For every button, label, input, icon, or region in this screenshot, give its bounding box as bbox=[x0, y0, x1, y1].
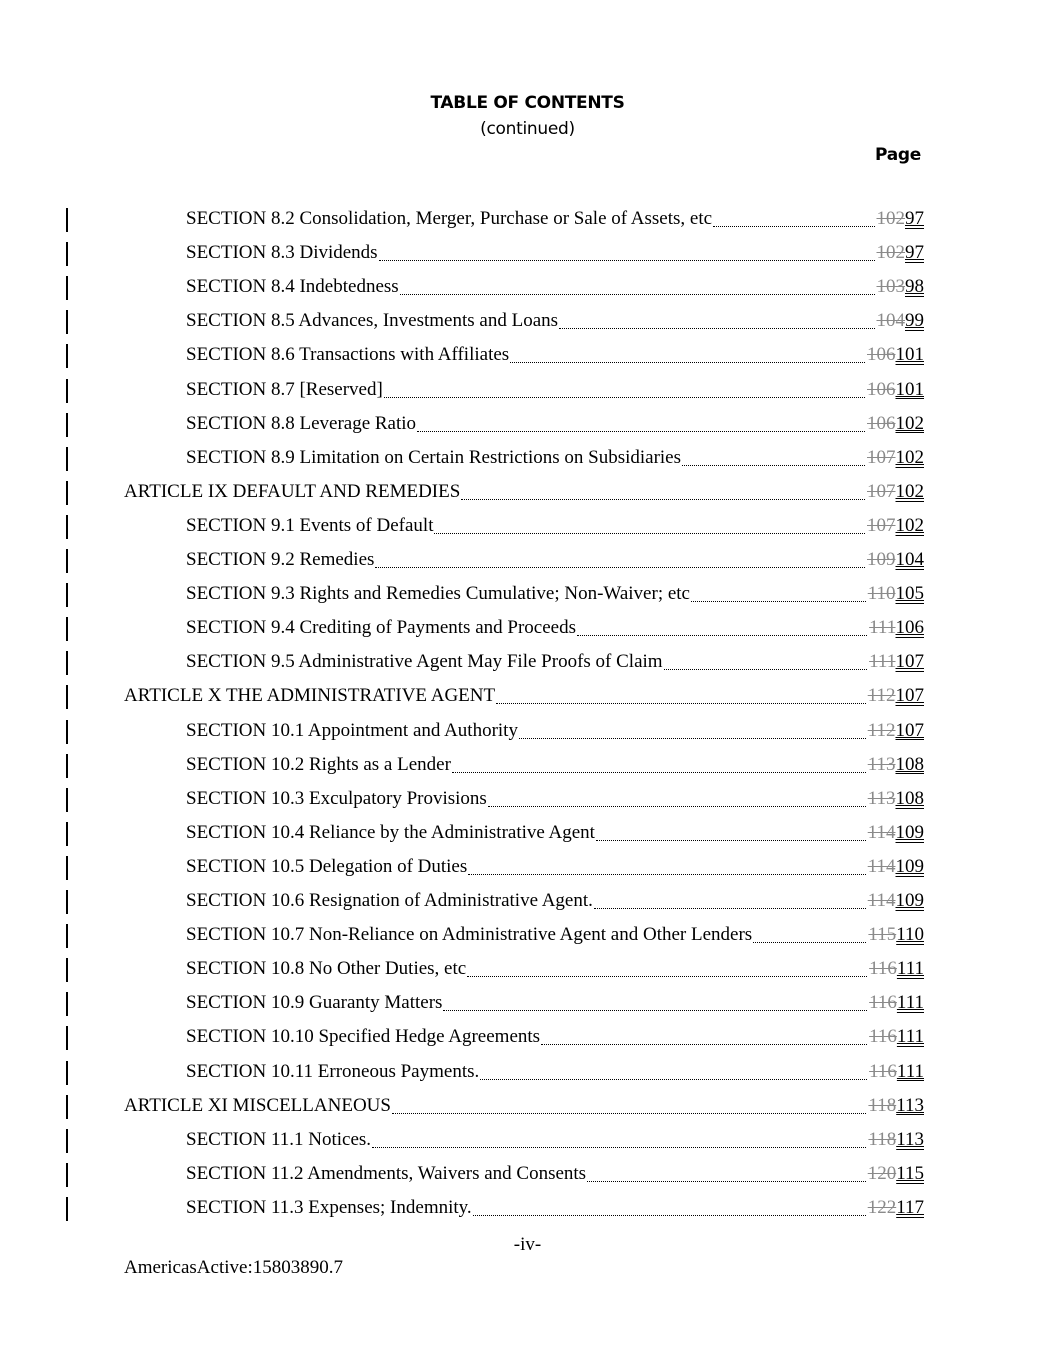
toc-section-entry[interactable] bbox=[0, 207, 1055, 241]
deleted-page-number: 104 bbox=[876, 310, 905, 332]
toc-page-numbers bbox=[868, 923, 924, 947]
dot-leader bbox=[384, 397, 865, 398]
deleted-page-number: 107 bbox=[867, 480, 896, 502]
toc-entry-title: SECTION 10.11 Erroneous Payments. bbox=[186, 1060, 480, 1082]
toc-entry-title: SECTION 10.7 Non-Reliance on Administrative Agent and Other Lenders bbox=[186, 924, 753, 946]
revision-change-bar bbox=[66, 958, 68, 982]
revision-change-bar bbox=[66, 856, 68, 880]
toc-entry-title: SECTION 8.4 Indebtedness bbox=[186, 276, 399, 298]
deleted-page-number: 116 bbox=[869, 992, 897, 1014]
dot-leader bbox=[496, 703, 866, 704]
toc-section-entry[interactable] bbox=[0, 855, 1055, 889]
toc-page-numbers bbox=[869, 650, 924, 674]
deleted-page-number: 116 bbox=[869, 1060, 897, 1082]
inserted-page-number: 109 bbox=[895, 855, 924, 877]
inserted-page-number: 106 bbox=[895, 617, 924, 639]
toc-entry-title: SECTION 8.3 Dividends bbox=[186, 242, 378, 264]
inserted-page-number: 102 bbox=[895, 446, 924, 468]
inserted-page-number: 101 bbox=[895, 378, 924, 400]
dot-leader bbox=[577, 635, 867, 636]
dot-leader bbox=[664, 669, 867, 670]
inserted-page-number: 113 bbox=[896, 1094, 924, 1116]
toc-page-numbers bbox=[868, 821, 924, 845]
dot-leader bbox=[473, 1215, 866, 1216]
toc-section-entry[interactable] bbox=[0, 582, 1055, 616]
deleted-page-number: 116 bbox=[869, 1026, 897, 1048]
dot-leader bbox=[443, 1010, 867, 1011]
deleted-page-number: 107 bbox=[867, 514, 896, 536]
inserted-page-number: 97 bbox=[905, 242, 924, 264]
inserted-page-number: 104 bbox=[895, 549, 924, 570]
deleted-page-number: 115 bbox=[868, 924, 897, 946]
deleted-page-number: 111 bbox=[869, 651, 896, 673]
revision-change-bar bbox=[66, 1061, 68, 1085]
revision-change-bar bbox=[66, 549, 68, 573]
toc-page-numbers bbox=[867, 446, 924, 470]
deleted-page-number: 107 bbox=[867, 446, 896, 468]
dot-leader bbox=[753, 942, 866, 943]
toc-section-entry[interactable] bbox=[0, 719, 1055, 753]
toc-entry-title: SECTION 9.5 Administrative Agent May File Proofs of Claim bbox=[186, 651, 663, 673]
toc-page-numbers bbox=[869, 1025, 924, 1049]
dot-leader bbox=[713, 226, 875, 227]
revision-change-bar bbox=[66, 720, 68, 744]
toc-section-entry[interactable] bbox=[0, 548, 1055, 582]
inserted-page-number: 107 bbox=[895, 685, 924, 707]
revision-change-bar bbox=[66, 651, 68, 675]
revision-change-bar bbox=[66, 310, 68, 334]
inserted-page-number: 102 bbox=[895, 514, 924, 536]
deleted-page-number: 114 bbox=[867, 821, 896, 843]
toc-entry-title: SECTION 10.6 Resignation of Administrative Agent. bbox=[186, 890, 593, 911]
toc-entry-title: SECTION 11.2 Amendments, Waivers and Consents bbox=[186, 1162, 587, 1184]
dot-leader bbox=[468, 874, 866, 875]
inserted-page-number: 113 bbox=[896, 1128, 924, 1150]
dot-leader bbox=[461, 499, 865, 500]
inserted-page-number: 111 bbox=[896, 1060, 924, 1082]
toc-section-entry[interactable] bbox=[0, 957, 1055, 991]
revision-change-bar bbox=[66, 344, 68, 368]
deleted-page-number: 106 bbox=[867, 412, 896, 434]
deleted-page-number: 102 bbox=[876, 208, 905, 229]
deleted-page-number: 111 bbox=[869, 617, 896, 639]
toc-title: TABLE OF CONTENTS bbox=[430, 93, 625, 113]
toc-entry-title: SECTION 9.2 Remedies bbox=[186, 549, 375, 570]
toc-page-numbers bbox=[867, 378, 924, 402]
toc-page-numbers bbox=[869, 616, 924, 640]
toc-entry-title: SECTION 10.2 Rights as a Lender bbox=[186, 753, 451, 775]
toc-entry-title: SECTION 9.4 Crediting of Payments and Proceeds bbox=[186, 617, 576, 639]
toc-article-entry[interactable] bbox=[0, 684, 1055, 718]
revision-change-bar bbox=[66, 788, 68, 812]
deleted-page-number: 112 bbox=[867, 685, 896, 707]
dot-leader bbox=[594, 908, 866, 909]
toc-section-entry[interactable] bbox=[0, 991, 1055, 1025]
inserted-page-number: 108 bbox=[895, 787, 924, 809]
inserted-page-number: 97 bbox=[905, 208, 924, 229]
deleted-page-number: 122 bbox=[867, 1196, 897, 1218]
deleted-page-number: 102 bbox=[876, 242, 905, 264]
toc-entry-title: SECTION 9.3 Rights and Remedies Cumulative; Non-Waiver; etc bbox=[186, 583, 690, 605]
toc-section-entry[interactable] bbox=[0, 889, 1055, 923]
revision-change-bar bbox=[66, 617, 68, 641]
inserted-page-number: 101 bbox=[895, 344, 924, 366]
toc-entry-title: SECTION 10.9 Guaranty Matters bbox=[186, 992, 443, 1014]
toc-section-entry[interactable] bbox=[0, 650, 1055, 684]
toc-entry-title: ARTICLE X THE ADMINISTRATIVE AGENT bbox=[124, 685, 496, 707]
toc-page-numbers bbox=[868, 855, 924, 879]
toc-entry-title: SECTION 9.1 Events of Default bbox=[186, 514, 434, 536]
dot-leader bbox=[392, 1113, 866, 1114]
toc-entry-title: SECTION 8.2 Consolidation, Merger, Purchase or Sale of Assets, etc bbox=[186, 208, 713, 229]
dot-leader bbox=[691, 601, 866, 602]
dot-leader bbox=[488, 806, 866, 807]
toc-page-numbers bbox=[867, 548, 924, 572]
deleted-page-number: 113 bbox=[867, 787, 896, 809]
toc-entry-title: SECTION 10.5 Delegation of Duties bbox=[186, 855, 468, 877]
toc-section-entry[interactable] bbox=[0, 241, 1055, 275]
inserted-page-number: 111 bbox=[896, 958, 924, 980]
toc-subtitle: (continued) bbox=[480, 119, 575, 139]
deleted-page-number: 103 bbox=[876, 276, 905, 298]
toc-article-entry[interactable] bbox=[0, 1094, 1055, 1128]
revision-change-bar bbox=[66, 1197, 68, 1221]
toc-entry-title: SECTION 8.5 Advances, Investments and Loans bbox=[186, 310, 559, 332]
inserted-page-number: 102 bbox=[895, 480, 924, 502]
revision-change-bar bbox=[66, 583, 68, 607]
dot-leader bbox=[434, 533, 865, 534]
toc-section-entry[interactable] bbox=[0, 446, 1055, 480]
toc-entry-title: SECTION 10.1 Appointment and Authority bbox=[186, 719, 518, 741]
toc-page-numbers bbox=[877, 309, 925, 333]
deleted-page-number: 116 bbox=[869, 958, 897, 980]
toc-section-entry[interactable] bbox=[0, 616, 1055, 650]
toc-section-entry[interactable] bbox=[0, 1060, 1055, 1094]
revision-change-bar bbox=[66, 1095, 68, 1119]
revision-change-bar bbox=[66, 481, 68, 505]
toc-section-entry[interactable] bbox=[0, 378, 1055, 412]
dot-leader bbox=[541, 1044, 867, 1045]
toc-section-entry[interactable] bbox=[0, 1162, 1055, 1196]
inserted-page-number: 111 bbox=[896, 1026, 924, 1048]
revision-change-bar bbox=[66, 208, 68, 232]
document-id: AmericasActive:15803890.7 bbox=[124, 1257, 343, 1278]
toc-page-numbers bbox=[877, 241, 925, 265]
toc-page-numbers bbox=[867, 343, 924, 367]
toc-section-entry[interactable] bbox=[0, 1196, 1055, 1230]
deleted-page-number: 109 bbox=[867, 549, 896, 570]
dot-leader bbox=[519, 738, 866, 739]
dot-leader bbox=[379, 260, 875, 261]
deleted-page-number: 106 bbox=[867, 344, 896, 366]
dot-leader bbox=[596, 840, 866, 841]
revision-change-bar bbox=[66, 754, 68, 778]
revision-change-bar bbox=[66, 822, 68, 846]
revision-change-bar bbox=[66, 515, 68, 539]
toc-page-numbers bbox=[877, 275, 925, 299]
inserted-page-number: 108 bbox=[895, 753, 924, 775]
inserted-page-number: 105 bbox=[895, 583, 924, 605]
dot-leader bbox=[400, 294, 875, 295]
toc-page-numbers bbox=[868, 684, 924, 708]
revision-change-bar bbox=[66, 379, 68, 403]
page-number: -iv- bbox=[513, 1234, 542, 1255]
toc-page-numbers bbox=[868, 1196, 924, 1220]
toc-page-numbers bbox=[867, 514, 924, 538]
inserted-page-number: 98 bbox=[905, 276, 924, 298]
dot-leader bbox=[372, 1147, 866, 1148]
toc-entry-title: SECTION 10.8 No Other Duties, etc bbox=[186, 958, 467, 980]
toc-article-entry[interactable] bbox=[0, 480, 1055, 514]
toc-section-entry[interactable] bbox=[0, 923, 1055, 957]
inserted-page-number: 117 bbox=[896, 1196, 924, 1218]
inserted-page-number: 109 bbox=[895, 821, 924, 843]
toc-section-entry[interactable] bbox=[0, 412, 1055, 446]
dot-leader bbox=[480, 1079, 867, 1080]
toc-page-numbers bbox=[867, 412, 924, 436]
toc-section-entry[interactable] bbox=[0, 1128, 1055, 1162]
dot-leader bbox=[682, 465, 865, 466]
toc-entry-title: SECTION 8.6 Transactions with Affiliates bbox=[186, 344, 510, 366]
toc-page-numbers bbox=[868, 719, 924, 743]
toc-page-numbers bbox=[868, 753, 924, 777]
revision-change-bar bbox=[66, 1163, 68, 1187]
inserted-page-number: 111 bbox=[896, 992, 924, 1014]
toc-page-numbers bbox=[869, 957, 924, 981]
toc-section-entry[interactable] bbox=[0, 309, 1055, 343]
revision-change-bar bbox=[66, 447, 68, 471]
revision-change-bar bbox=[66, 1026, 68, 1050]
inserted-page-number: 99 bbox=[905, 310, 924, 332]
toc-section-entry[interactable] bbox=[0, 787, 1055, 821]
toc-entry-title: SECTION 8.7 [Reserved] bbox=[186, 378, 383, 400]
toc-entry-title: ARTICLE XI MISCELLANEOUS bbox=[124, 1094, 391, 1116]
toc-section-entry[interactable] bbox=[0, 514, 1055, 548]
dot-leader bbox=[452, 772, 866, 773]
deleted-page-number: 106 bbox=[867, 378, 896, 400]
inserted-page-number: 107 bbox=[895, 651, 924, 673]
deleted-page-number: 113 bbox=[867, 753, 896, 775]
dot-leader bbox=[510, 362, 865, 363]
inserted-page-number: 107 bbox=[895, 719, 924, 741]
toc-entry-title: SECTION 10.4 Reliance by the Administrative Agent bbox=[186, 821, 595, 843]
deleted-page-number: 118 bbox=[868, 1094, 897, 1116]
deleted-page-number: 118 bbox=[868, 1128, 897, 1150]
inserted-page-number: 110 bbox=[896, 924, 924, 946]
deleted-page-number: 112 bbox=[867, 719, 896, 741]
dot-leader bbox=[467, 976, 867, 977]
deleted-page-number: 110 bbox=[867, 583, 896, 605]
revision-change-bar bbox=[66, 1129, 68, 1153]
toc-page-numbers bbox=[869, 1060, 924, 1084]
inserted-page-number: 115 bbox=[896, 1162, 924, 1184]
dot-leader bbox=[375, 567, 865, 568]
revision-change-bar bbox=[66, 413, 68, 437]
revision-change-bar bbox=[66, 242, 68, 266]
deleted-page-number: 114 bbox=[867, 855, 896, 877]
toc-section-entry[interactable] bbox=[0, 821, 1055, 855]
inserted-page-number: 109 bbox=[895, 890, 924, 911]
dot-leader bbox=[417, 431, 865, 432]
revision-change-bar bbox=[66, 890, 68, 914]
toc-section-entry[interactable] bbox=[0, 343, 1055, 377]
toc-section-entry[interactable] bbox=[0, 275, 1055, 309]
toc-entry-title: ARTICLE IX DEFAULT AND REMEDIES bbox=[124, 480, 461, 502]
dot-leader bbox=[559, 328, 875, 329]
revision-change-bar bbox=[66, 992, 68, 1016]
page-column-header: Page bbox=[875, 145, 921, 165]
toc-page-numbers bbox=[868, 1162, 924, 1186]
toc-section-entry[interactable] bbox=[0, 753, 1055, 787]
toc-entry-title: SECTION 11.1 Notices. bbox=[186, 1128, 372, 1150]
toc-entry-title: SECTION 10.3 Exculpatory Provisions bbox=[186, 787, 487, 809]
toc-page-numbers bbox=[868, 1128, 924, 1152]
toc-page-numbers bbox=[868, 582, 924, 606]
toc-section-entry[interactable] bbox=[0, 1025, 1055, 1059]
toc-entry-title: SECTION 10.10 Specified Hedge Agreements bbox=[186, 1026, 541, 1048]
revision-change-bar bbox=[66, 685, 68, 709]
toc-page-numbers bbox=[868, 889, 924, 913]
revision-change-bar bbox=[66, 924, 68, 948]
toc-entry-title: SECTION 8.8 Leverage Ratio bbox=[186, 412, 417, 434]
toc-entry-title: SECTION 11.3 Expenses; Indemnity. bbox=[186, 1196, 472, 1218]
toc-page-numbers bbox=[869, 991, 924, 1015]
dot-leader bbox=[587, 1181, 866, 1182]
revision-change-bar bbox=[66, 276, 68, 300]
inserted-page-number: 102 bbox=[895, 412, 924, 434]
toc-page-numbers bbox=[877, 207, 925, 231]
toc-page-numbers bbox=[868, 1094, 924, 1118]
toc-page-numbers bbox=[868, 787, 924, 811]
deleted-page-number: 114 bbox=[867, 890, 896, 911]
deleted-page-number: 120 bbox=[867, 1162, 897, 1184]
toc-page-numbers bbox=[867, 480, 924, 504]
toc-entry-title: SECTION 8.9 Limitation on Certain Restrictions on Subsidiaries bbox=[186, 446, 682, 468]
